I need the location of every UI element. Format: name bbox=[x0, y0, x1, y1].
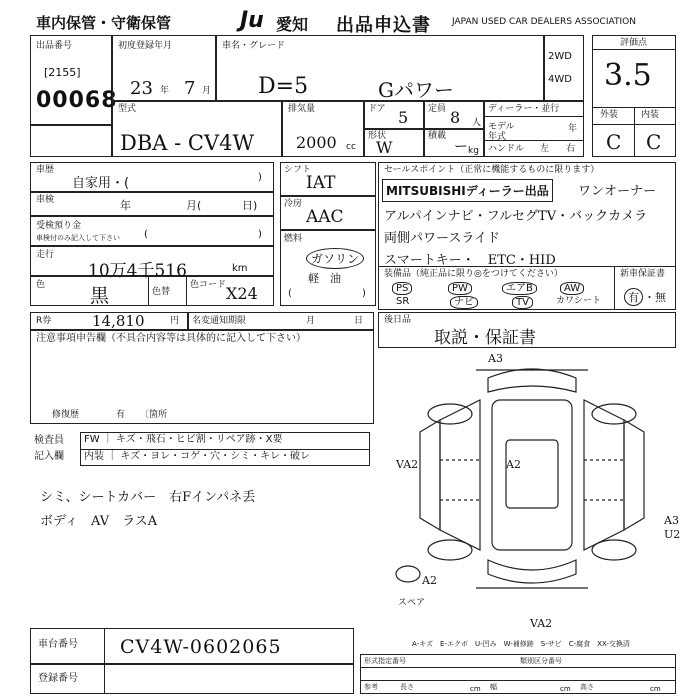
receipt-sublabel: 車検付のみ記入して下さい bbox=[36, 234, 120, 242]
inspector-row-1: FW ｜ キズ・飛石・ヒビ割・リペア跡・X要 bbox=[84, 434, 283, 445]
lot-number: 00068 bbox=[36, 88, 118, 113]
color-label: 色 bbox=[36, 280, 46, 290]
inspection-box bbox=[30, 192, 274, 216]
recycle-label: R券 bbox=[36, 316, 52, 326]
color-code-value: X24 bbox=[226, 284, 258, 303]
inspector-label-1: 検査員 bbox=[34, 435, 64, 446]
inspection-label: 車検 bbox=[36, 195, 55, 205]
recycle-unit: 円 bbox=[170, 316, 180, 326]
lot-bracket-number: [2155] bbox=[44, 66, 81, 79]
receipt-label: 受検預り金 bbox=[36, 221, 82, 231]
mark-va2-left: VA2 bbox=[396, 458, 419, 471]
after-items-label: 後日品 bbox=[384, 315, 412, 325]
repair-label: 修復歴 bbox=[52, 410, 80, 420]
equip-kawaseat: カワシート bbox=[556, 296, 602, 306]
sales-line-4: スマートキー・ ETC・HID bbox=[384, 253, 556, 268]
color-code-label: 色コード bbox=[190, 280, 227, 290]
doors-label: ドア bbox=[368, 104, 386, 114]
history-close: ) bbox=[258, 172, 262, 183]
mileage-label: 走行 bbox=[36, 250, 55, 260]
storage-note: 車内保管・守衛保管 bbox=[36, 14, 172, 32]
sales-line-3: 両側パワースライド bbox=[384, 231, 500, 246]
spec-length-unit: cm bbox=[470, 685, 481, 693]
rating-score: 3.5 bbox=[604, 58, 652, 93]
doors-value: 5 bbox=[398, 108, 409, 127]
sales-line-2: アルパインナビ・フルセグTV・バックカメラ bbox=[384, 209, 648, 224]
inspection-month-unit: 月( bbox=[186, 199, 202, 212]
mark-a2-right: A2 bbox=[506, 458, 521, 471]
ac-label: 冷房 bbox=[284, 199, 303, 209]
model-year-label: モデル年式 bbox=[488, 122, 515, 142]
mark-va2-bottom: VA2 bbox=[530, 617, 553, 630]
ju-logo: Ju bbox=[240, 8, 264, 33]
spec-width: 幅 bbox=[490, 683, 497, 691]
deadline-label: 名変通知期限 bbox=[192, 316, 247, 326]
inspector-label-2: 記入欄 bbox=[34, 451, 64, 462]
association-name: JAPAN USED CAR DEALERS ASSOCIATION bbox=[452, 17, 636, 27]
capacity-value: 8 bbox=[450, 108, 461, 127]
warranty-none: ・無 bbox=[644, 291, 666, 304]
mark-a3-top: A3 bbox=[488, 352, 503, 365]
dealer-stamp: MITSUBISHIディーラー出品 bbox=[382, 179, 553, 202]
drive-box bbox=[544, 35, 584, 101]
after-items-value: 取説・保証書 bbox=[434, 328, 536, 348]
deadline-day-unit: 日 bbox=[354, 316, 364, 326]
inspector-row-2: 内装 ｜ キズ・ヨレ・コゲ・穴・シミ・キレ・破レ bbox=[84, 451, 311, 462]
model-name: D=5 bbox=[258, 74, 309, 99]
capacity-unit: 人 bbox=[472, 118, 482, 128]
load-unit: kg bbox=[468, 146, 479, 156]
history-value: 自家用・( bbox=[72, 176, 130, 191]
shape-value: W bbox=[376, 138, 393, 157]
mark-a2-left: A2 bbox=[422, 574, 437, 587]
color-change-label: 色替 bbox=[152, 287, 171, 297]
model-year-unit: 年 bbox=[568, 124, 578, 134]
shift-value: IAT bbox=[306, 173, 336, 193]
spare-label: スペア bbox=[398, 598, 426, 608]
handle-left: 左 bbox=[540, 144, 550, 154]
inspection-year-unit: 年 bbox=[120, 199, 131, 212]
history-label: 車歴 bbox=[36, 165, 55, 175]
dealer-label: ディーラー・並行 bbox=[488, 104, 560, 114]
fuel-label: 燃料 bbox=[284, 234, 303, 244]
notes-label: 注意事項申告欄（不具合内容等は具体的に記入して下さい） bbox=[36, 333, 306, 344]
receipt-close: ) bbox=[258, 229, 262, 240]
model-grade: Gパワー bbox=[378, 78, 454, 102]
inspector-line-1: シミ、シートカバー 右Fインパネ丢 bbox=[40, 490, 256, 505]
equip-navi: ナビ bbox=[450, 296, 478, 309]
reg-no-box bbox=[30, 664, 354, 694]
warranty-has: 有 bbox=[624, 288, 643, 306]
equip-sr: SR bbox=[396, 296, 410, 307]
sales-points-label: セールスポイント（正常に機能するものに限ります） bbox=[384, 165, 600, 175]
shape-label: 形状 bbox=[368, 131, 387, 141]
sales-line-1: ワンオーナー bbox=[578, 184, 657, 199]
interior-grade: C bbox=[646, 130, 662, 154]
recycle-value: 14,810 bbox=[92, 312, 145, 330]
type-label: 型式 bbox=[118, 104, 137, 114]
registration-label: 初度登録年月 bbox=[118, 41, 173, 51]
repair-value: 有 bbox=[116, 410, 126, 420]
equip-pw: PW bbox=[448, 282, 472, 295]
damage-legend: A-キズ E-エクボ U-凹み W-補修跡 S-サビ C-腐食 XX-交換済 bbox=[412, 640, 630, 648]
chassis-label: 車台番号 bbox=[38, 639, 78, 650]
spec-height: 高さ bbox=[580, 683, 594, 691]
ac-value: AAC bbox=[306, 207, 344, 227]
drive-4wd: 4WD bbox=[548, 74, 572, 85]
spec-l3: 参考 bbox=[364, 683, 378, 691]
handle-label: ハンドル bbox=[488, 144, 525, 154]
registration-month: 7 bbox=[184, 78, 196, 99]
model-label: 車名・グレード bbox=[222, 41, 286, 51]
displacement-value: 2000 bbox=[296, 133, 337, 152]
load-label: 積載 bbox=[428, 131, 447, 141]
warranty-label: 新車保証書 bbox=[620, 269, 666, 279]
fuel-diesel: 軽 油 bbox=[308, 272, 341, 285]
logo-place: 愛知 bbox=[276, 15, 309, 34]
equip-aw: AW bbox=[560, 282, 584, 295]
deadline-month-unit: 月 bbox=[306, 316, 316, 326]
equipment-label: 装備品（純正品に限り◎をつけてください） bbox=[384, 269, 563, 279]
registration-year-unit: 年 bbox=[160, 86, 170, 96]
spec-l2: 類別区分番号 bbox=[520, 657, 562, 665]
displacement-unit: cc bbox=[346, 142, 356, 152]
history-box bbox=[30, 162, 274, 192]
capacity-label: 定員 bbox=[428, 104, 447, 114]
spec-height-unit: cm bbox=[650, 685, 661, 693]
receipt-open: ( bbox=[144, 229, 148, 240]
shift-label: シフト bbox=[284, 165, 312, 175]
registration-year: 23 bbox=[130, 78, 153, 99]
handle-right: 右 bbox=[566, 144, 576, 154]
equip-airbag: エアB bbox=[502, 282, 537, 295]
mark-u2-right: U2 bbox=[664, 528, 681, 541]
registration-month-unit: 月 bbox=[202, 86, 212, 96]
equip-tv: TV bbox=[512, 296, 533, 309]
mark-a3-right: A3 bbox=[664, 514, 679, 527]
fuel-gas: ガソリン bbox=[306, 248, 364, 269]
inspection-day-unit: 日) bbox=[242, 199, 258, 212]
reg-no-label: 登録番号 bbox=[38, 673, 78, 684]
lot-label: 出品番号 bbox=[36, 41, 73, 51]
chassis-value: CV4W-0602065 bbox=[120, 636, 282, 658]
rating-label: 評価点 bbox=[620, 38, 648, 48]
drive-2wd: 2WD bbox=[548, 51, 572, 62]
type-value: DBA - CV4W bbox=[120, 131, 255, 155]
spec-l1: 形式指定番号 bbox=[364, 657, 406, 665]
exterior-grade: C bbox=[606, 130, 622, 154]
mileage-value: 10万4千516 bbox=[88, 261, 187, 281]
mileage-unit: km bbox=[232, 263, 248, 274]
repair-area: 〔箇所 bbox=[140, 410, 168, 420]
form-title: 出品申込書 bbox=[336, 15, 431, 36]
exterior-label: 外装 bbox=[600, 110, 619, 120]
interior-label: 内装 bbox=[641, 110, 660, 120]
displacement-label: 排気量 bbox=[288, 104, 316, 114]
load-value: ー bbox=[454, 139, 468, 155]
notes-box bbox=[30, 330, 374, 424]
equip-ps: PS bbox=[392, 282, 412, 295]
inspector-line-2: ボディ AV ラスA bbox=[40, 514, 158, 529]
color-value: 黒 bbox=[90, 285, 110, 307]
spec-length: 長さ bbox=[400, 683, 414, 691]
spec-width-unit: cm bbox=[560, 685, 571, 693]
